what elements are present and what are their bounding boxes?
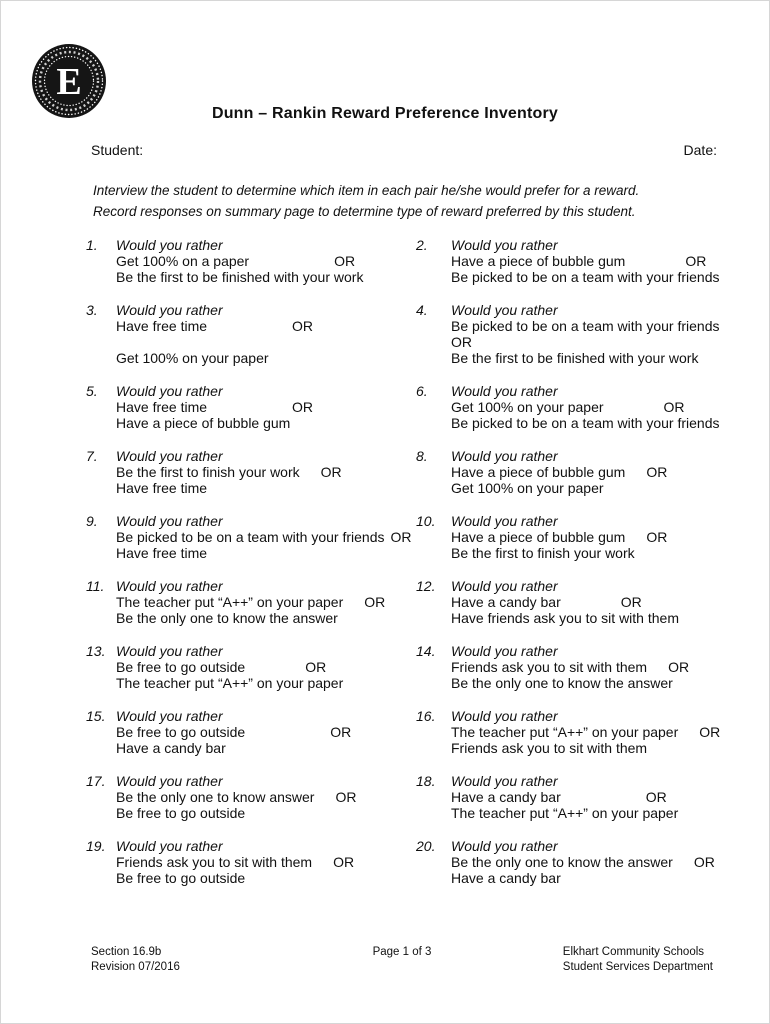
question-block bbox=[86, 383, 416, 431]
question-row bbox=[86, 838, 743, 886]
questions-grid bbox=[86, 237, 743, 903]
question-option-line-2 bbox=[116, 415, 416, 431]
question-option-1: Have free time bbox=[116, 318, 208, 334]
or-label: OR bbox=[451, 334, 472, 350]
instructions-line-1: Interview the student to determine which item in each pair he/she would prefer for a reward. bbox=[93, 183, 640, 198]
question-block bbox=[416, 383, 743, 431]
or-label: OR bbox=[390, 529, 412, 545]
question-option-2: Be the only one to know the answer bbox=[116, 610, 338, 626]
question-row bbox=[86, 643, 743, 691]
question-row bbox=[86, 237, 743, 285]
question-option-line-2 bbox=[116, 480, 416, 496]
question-option-2: Have free time bbox=[116, 545, 208, 561]
question-block bbox=[86, 448, 416, 496]
question-option-line-1 bbox=[451, 854, 743, 870]
question-prompt: Would you rather bbox=[451, 578, 558, 594]
question-number: 5. bbox=[86, 383, 98, 399]
question-block bbox=[416, 513, 743, 561]
question-row bbox=[86, 302, 743, 366]
question-number: 19. bbox=[86, 838, 106, 854]
question-option-1: Friends ask you to sit with them bbox=[116, 854, 313, 870]
question-prompt: Would you rather bbox=[116, 708, 223, 724]
question-option-line-2 bbox=[116, 610, 416, 626]
or-label: OR bbox=[685, 253, 707, 269]
question-option-2: Get 100% on your paper bbox=[116, 350, 269, 366]
question-option-2: Be the first to be finished with your work bbox=[116, 269, 364, 285]
footer-right bbox=[563, 945, 713, 975]
question-number: 16. bbox=[416, 708, 436, 724]
question-prompt: Would you rather bbox=[116, 838, 223, 854]
question-option-2: Be free to go outside bbox=[116, 870, 246, 886]
question-prompt: Would you rather bbox=[451, 448, 558, 464]
question-body bbox=[116, 448, 416, 496]
question-number: 9. bbox=[86, 513, 98, 529]
or-label: OR bbox=[646, 464, 668, 480]
question-body bbox=[451, 302, 743, 366]
question-option-1: Friends ask you to sit with them bbox=[451, 659, 648, 675]
question-option-line-2 bbox=[116, 350, 416, 366]
question-option-line-2 bbox=[451, 675, 743, 691]
question-option-line-1 bbox=[116, 724, 416, 740]
question-number: 12. bbox=[416, 578, 436, 594]
question-body bbox=[116, 513, 416, 561]
question-number: 15. bbox=[86, 708, 106, 724]
question-option-2: Have friends ask you to sit with them bbox=[451, 610, 679, 626]
or-label: OR bbox=[663, 399, 685, 415]
question-option-1: Be the first to finish your work bbox=[116, 464, 300, 480]
question-option-line-1 bbox=[451, 318, 743, 334]
question-option-1: The teacher put “A++” on your paper bbox=[116, 594, 344, 610]
question-option-line-1 bbox=[116, 789, 416, 805]
question-option-1: Get 100% on a paper bbox=[116, 253, 250, 269]
page-footer bbox=[91, 945, 713, 975]
or-line bbox=[451, 334, 743, 350]
instructions bbox=[93, 180, 729, 222]
question-option-line-2 bbox=[451, 480, 743, 496]
question-block bbox=[416, 302, 743, 366]
question-prompt: Would you rather bbox=[451, 237, 558, 253]
question-body bbox=[451, 448, 743, 496]
question-block bbox=[416, 773, 743, 821]
question-body bbox=[116, 838, 416, 886]
question-number: 20. bbox=[416, 838, 436, 854]
student-label: Student: bbox=[91, 142, 144, 158]
question-option-line-2 bbox=[116, 675, 416, 691]
question-row bbox=[86, 448, 743, 496]
question-row bbox=[86, 513, 743, 561]
question-body bbox=[451, 643, 743, 691]
question-option-2: Have free time bbox=[116, 480, 208, 496]
question-option-line-2 bbox=[116, 805, 416, 821]
or-label: OR bbox=[330, 724, 352, 740]
question-option-line-1 bbox=[451, 594, 743, 610]
question-option-2: The teacher put “A++” on your paper bbox=[116, 675, 344, 691]
question-option-line-2 bbox=[451, 545, 743, 561]
question-row bbox=[86, 708, 743, 756]
question-option-2: The teacher put “A++” on your paper bbox=[451, 805, 679, 821]
question-option-line-2 bbox=[451, 269, 743, 285]
question-number: 11. bbox=[86, 578, 105, 594]
question-number: 2. bbox=[416, 237, 428, 253]
question-number: 17. bbox=[86, 773, 106, 789]
question-block bbox=[416, 838, 743, 886]
or-label: OR bbox=[334, 253, 356, 269]
footer-section: Section 16.9b bbox=[91, 946, 162, 958]
question-row bbox=[86, 578, 743, 626]
question-option-line-1 bbox=[116, 399, 416, 415]
question-option-line-1 bbox=[451, 724, 743, 740]
question-prompt: Would you rather bbox=[116, 302, 223, 318]
or-label: OR bbox=[320, 464, 342, 480]
question-number: 6. bbox=[416, 383, 428, 399]
question-prompt: Would you rather bbox=[451, 773, 558, 789]
question-option-1: Have a piece of bubble gum bbox=[451, 464, 626, 480]
seal-letter: E bbox=[56, 61, 82, 103]
question-option-line-2 bbox=[451, 350, 743, 366]
question-option-2: Have a piece of bubble gum bbox=[116, 415, 291, 431]
or-label: OR bbox=[305, 659, 327, 675]
question-option-line-1 bbox=[116, 594, 416, 610]
question-prompt: Would you rather bbox=[451, 302, 558, 318]
question-prompt: Would you rather bbox=[451, 708, 558, 724]
question-option-1: Get 100% on your paper bbox=[451, 399, 604, 415]
or-label: OR bbox=[620, 594, 642, 610]
footer-revision: Revision 07/2016 bbox=[91, 961, 180, 973]
question-option-2: Be the first to be finished with your work bbox=[451, 350, 699, 366]
question-option-line-1 bbox=[116, 318, 416, 334]
question-number: 18. bbox=[416, 773, 436, 789]
question-row bbox=[86, 383, 743, 431]
question-block bbox=[86, 513, 416, 561]
question-option-line-1 bbox=[116, 253, 416, 269]
page-title: Dunn – Rankin Reward Preference Inventory bbox=[211, 105, 559, 122]
question-block bbox=[416, 643, 743, 691]
question-option-line-2 bbox=[451, 415, 743, 431]
question-number: 4. bbox=[416, 302, 428, 318]
question-prompt: Would you rather bbox=[451, 383, 558, 399]
question-option-line-2 bbox=[451, 740, 743, 756]
question-prompt: Would you rather bbox=[116, 578, 223, 594]
question-prompt: Would you rather bbox=[116, 383, 223, 399]
question-option-1: Be the only one to know the answer bbox=[451, 854, 673, 870]
question-option-line-1 bbox=[116, 529, 416, 545]
question-option-1: Have a piece of bubble gum bbox=[451, 529, 626, 545]
or-label: OR bbox=[668, 659, 690, 675]
question-number: 7. bbox=[86, 448, 98, 464]
or-label: OR bbox=[292, 318, 314, 334]
question-block bbox=[86, 773, 416, 821]
question-option-line-2 bbox=[451, 610, 743, 626]
question-body bbox=[116, 773, 416, 821]
question-block bbox=[416, 578, 743, 626]
question-number: 1. bbox=[86, 237, 98, 253]
question-block bbox=[86, 643, 416, 691]
or-label: OR bbox=[335, 789, 357, 805]
question-number: 3. bbox=[86, 302, 98, 318]
question-prompt: Would you rather bbox=[451, 643, 558, 659]
question-block bbox=[86, 838, 416, 886]
question-body bbox=[116, 302, 416, 366]
question-option-line-1 bbox=[451, 464, 743, 480]
question-option-2: Be picked to be on a team with your friends bbox=[451, 415, 720, 431]
question-body bbox=[116, 643, 416, 691]
footer-dept: Student Services Department bbox=[562, 961, 713, 973]
question-option-line-1 bbox=[451, 399, 743, 415]
question-body bbox=[451, 237, 743, 285]
question-option-1: Be free to go outside bbox=[116, 724, 246, 740]
or-label: OR bbox=[333, 854, 355, 870]
question-option-2: Be the first to finish your work bbox=[451, 545, 635, 561]
question-block bbox=[86, 708, 416, 756]
question-body bbox=[116, 708, 416, 756]
question-body bbox=[451, 838, 743, 886]
question-option-1: Have a piece of bubble gum bbox=[451, 253, 626, 269]
question-block bbox=[416, 708, 743, 756]
question-option-line-2 bbox=[116, 269, 416, 285]
instructions-line-2: Record responses on summary page to determine type of reward preferred by this student. bbox=[93, 204, 636, 219]
question-block bbox=[416, 237, 743, 285]
or-label: OR bbox=[693, 854, 715, 870]
question-prompt: Would you rather bbox=[116, 513, 223, 529]
question-option-1: Have a candy bar bbox=[451, 594, 561, 610]
question-prompt: Would you rather bbox=[116, 448, 223, 464]
or-label: OR bbox=[364, 594, 386, 610]
question-body bbox=[451, 383, 743, 431]
question-option-2: Friends ask you to sit with them bbox=[451, 740, 648, 756]
footer-org: Elkhart Community Schools bbox=[562, 946, 705, 958]
question-option-1: Have a candy bar bbox=[451, 789, 561, 805]
question-option-line-1 bbox=[116, 464, 416, 480]
question-number: 10. bbox=[416, 513, 436, 529]
question-prompt: Would you rather bbox=[116, 773, 223, 789]
question-option-line-2 bbox=[451, 870, 743, 886]
question-body bbox=[451, 578, 743, 626]
or-label: OR bbox=[646, 529, 668, 545]
question-number: 13. bbox=[86, 643, 106, 659]
question-body bbox=[451, 708, 743, 756]
question-option-1: Have free time bbox=[116, 399, 208, 415]
question-block bbox=[86, 302, 416, 366]
question-option-line-1 bbox=[451, 659, 743, 675]
or-label: OR bbox=[292, 399, 314, 415]
question-body bbox=[451, 513, 743, 561]
question-option-2: Get 100% on your paper bbox=[451, 480, 604, 496]
question-option-line-1 bbox=[116, 659, 416, 675]
question-block bbox=[416, 448, 743, 496]
question-number: 14. bbox=[416, 643, 436, 659]
question-body bbox=[116, 237, 416, 285]
question-option-line-1 bbox=[451, 789, 743, 805]
question-option-1: Be picked to be on a team with your friends bbox=[451, 318, 720, 334]
or-label: OR bbox=[699, 724, 721, 740]
date-label: Date: bbox=[683, 142, 717, 158]
question-block bbox=[86, 237, 416, 285]
question-option-line-2 bbox=[116, 870, 416, 886]
question-option-1: Be free to go outside bbox=[116, 659, 246, 675]
question-option-1: Be the only one to know answer bbox=[116, 789, 315, 805]
question-body bbox=[116, 383, 416, 431]
question-option-line-2 bbox=[451, 805, 743, 821]
question-option-line-1 bbox=[451, 253, 743, 269]
question-option-1: Be picked to be on a team with your friends bbox=[116, 529, 385, 545]
question-block bbox=[86, 578, 416, 626]
question-option-2: Have a candy bar bbox=[451, 870, 561, 886]
question-option-line-1 bbox=[451, 529, 743, 545]
question-option-line-2 bbox=[116, 545, 416, 561]
or-label: OR bbox=[645, 789, 667, 805]
footer-page-number: Page 1 of 3 bbox=[372, 946, 432, 958]
footer-left bbox=[91, 945, 373, 975]
question-option-line-1 bbox=[116, 854, 416, 870]
question-prompt: Would you rather bbox=[116, 237, 223, 253]
question-body bbox=[116, 578, 416, 626]
blank-line bbox=[116, 334, 416, 350]
question-option-2: Have a candy bar bbox=[116, 740, 226, 756]
question-body bbox=[451, 773, 743, 821]
question-number: 8. bbox=[416, 448, 428, 464]
question-row bbox=[86, 773, 743, 821]
question-option-2: Be picked to be on a team with your friends bbox=[451, 269, 720, 285]
question-prompt: Would you rather bbox=[116, 643, 223, 659]
question-prompt: Would you rather bbox=[451, 838, 558, 854]
question-option-2: Be free to go outside bbox=[116, 805, 246, 821]
question-prompt: Would you rather bbox=[451, 513, 558, 529]
question-option-line-2 bbox=[116, 740, 416, 756]
student-date-row bbox=[91, 142, 717, 158]
question-option-2: Be the only one to know the answer bbox=[451, 675, 673, 691]
question-option-1: The teacher put “A++” on your paper bbox=[451, 724, 679, 740]
